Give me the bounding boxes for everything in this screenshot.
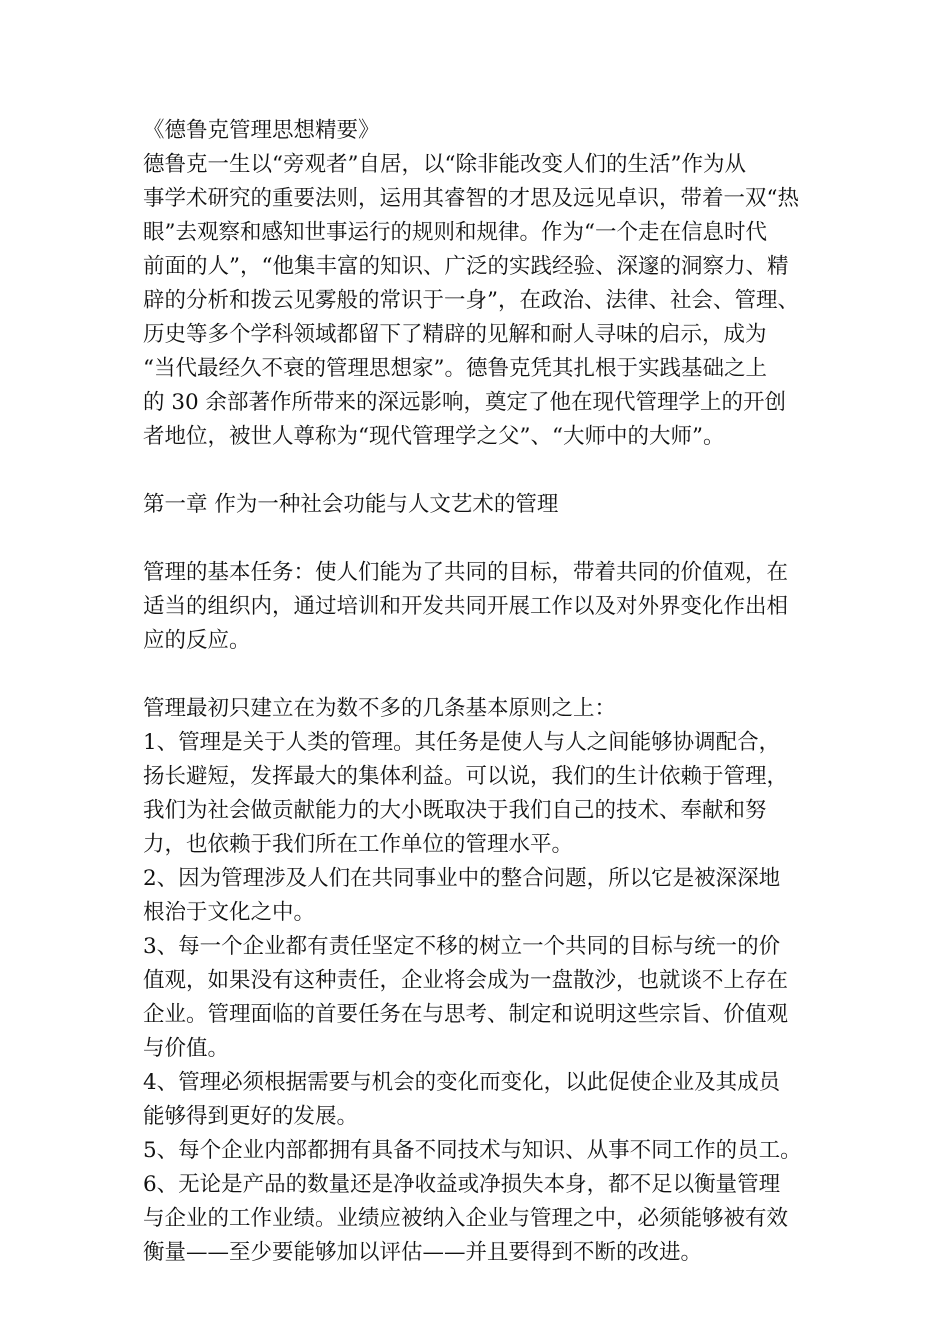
task-line: 管理的基本任务：使人们能为了共同的目标，带着共同的价值观，在 <box>143 560 789 585</box>
intro-line: 眼”去观察和感知世事运行的规则和规律。作为“一个走在信息时代 <box>143 220 767 245</box>
principle-line: 2、因为管理涉及人们在共同事业中的整合问题，所以它是被深深地 <box>143 866 781 891</box>
intro-paragraph <box>143 148 807 454</box>
principle-line: 企业。管理面临的首要任务在与思考、制定和说明这些宗旨、价值观 <box>143 1002 789 1027</box>
principle-line: 5、每个企业内部都拥有具备不同技术与知识、从事不同工作的员工。 <box>143 1138 802 1163</box>
principle-item <box>143 930 807 1066</box>
intro-line: “当代最经久不衰的管理思想家”。德鲁克凭其扎根于实践基础之上 <box>143 356 767 381</box>
intro-line: 者地位，被世人尊称为“现代管理学之父”、“大师中的大师”。 <box>143 424 725 449</box>
task-paragraph <box>143 556 807 658</box>
principle-line: 与价值。 <box>143 1036 230 1061</box>
document-body <box>143 114 807 1270</box>
task-line: 适当的组织内，通过培训和开发共同开展工作以及对外界变化作出相 <box>143 594 789 619</box>
principle-line: 3、每一个企业都有责任坚定不移的树立一个共同的目标与统一的价 <box>143 934 781 959</box>
principle-line: 6、无论是产品的数量还是净收益或净损失本身，都不足以衡量管理 <box>143 1172 781 1197</box>
principle-line: 衡量——至少要能够加以评估——并且要得到不断的改进。 <box>143 1240 703 1265</box>
principle-line: 力，也依赖于我们所在工作单位的管理水平。 <box>143 832 574 857</box>
intro-line: 辟的分析和拨云见雾般的常识于一身”，在政治、法律、社会、管理、 <box>143 288 799 313</box>
blank-line <box>143 658 807 692</box>
task-line: 应的反应。 <box>143 628 251 653</box>
intro-line: 历史等多个学科领域都留下了精辟的见解和耐人寻味的启示，成为 <box>143 322 767 347</box>
blank-line <box>143 522 807 556</box>
principle-line: 扬长避短，发挥最大的集体利益。可以说，我们的生计依赖于管理， <box>143 764 789 789</box>
intro-line: 德鲁克一生以“旁观者”自居，以“除非能改变人们的生活”作为从 <box>143 152 746 177</box>
principles-intro: 管理最初只建立在为数不多的几条基本原则之上： <box>143 696 617 721</box>
principle-line: 根治于文化之中。 <box>143 900 316 925</box>
principle-line: 值观，如果没有这种责任，企业将会成为一盘散沙，也就谈不上存在 <box>143 968 789 993</box>
principle-item <box>143 726 807 862</box>
principle-line: 4、管理必须根据需要与机会的变化而变化，以此促使企业及其成员 <box>143 1070 781 1095</box>
principle-item <box>143 1134 807 1168</box>
principle-line: 我们为社会做贡献能力的大小既取决于我们自己的技术、奉献和努 <box>143 798 767 823</box>
intro-line: 前面的人”，“他集丰富的知识、广泛的实践经验、深邃的洞察力、精 <box>143 254 789 279</box>
principle-item <box>143 1168 807 1270</box>
principle-line: 与企业的工作业绩。业绩应被纳入企业与管理之中，必须能够被有效 <box>143 1206 789 1231</box>
blank-line <box>143 454 807 488</box>
intro-line: 的 30 余部著作所带来的深远影响，奠定了他在现代管理学上的开创 <box>143 390 787 415</box>
principle-line: 能够得到更好的发展。 <box>143 1104 359 1129</box>
principle-line: 1、管理是关于人类的管理。其任务是使人与人之间能够协调配合， <box>143 730 781 755</box>
principle-item <box>143 862 807 930</box>
principle-item <box>143 1066 807 1134</box>
intro-line: 事学术研究的重要法则，运用其睿智的才思及远见卓识，带着一双“热 <box>143 186 799 211</box>
chapter-heading: 第一章 作为一种社会功能与人文艺术的管理 <box>143 492 559 517</box>
document-title: 《德鲁克管理思想精要》 <box>143 118 380 143</box>
